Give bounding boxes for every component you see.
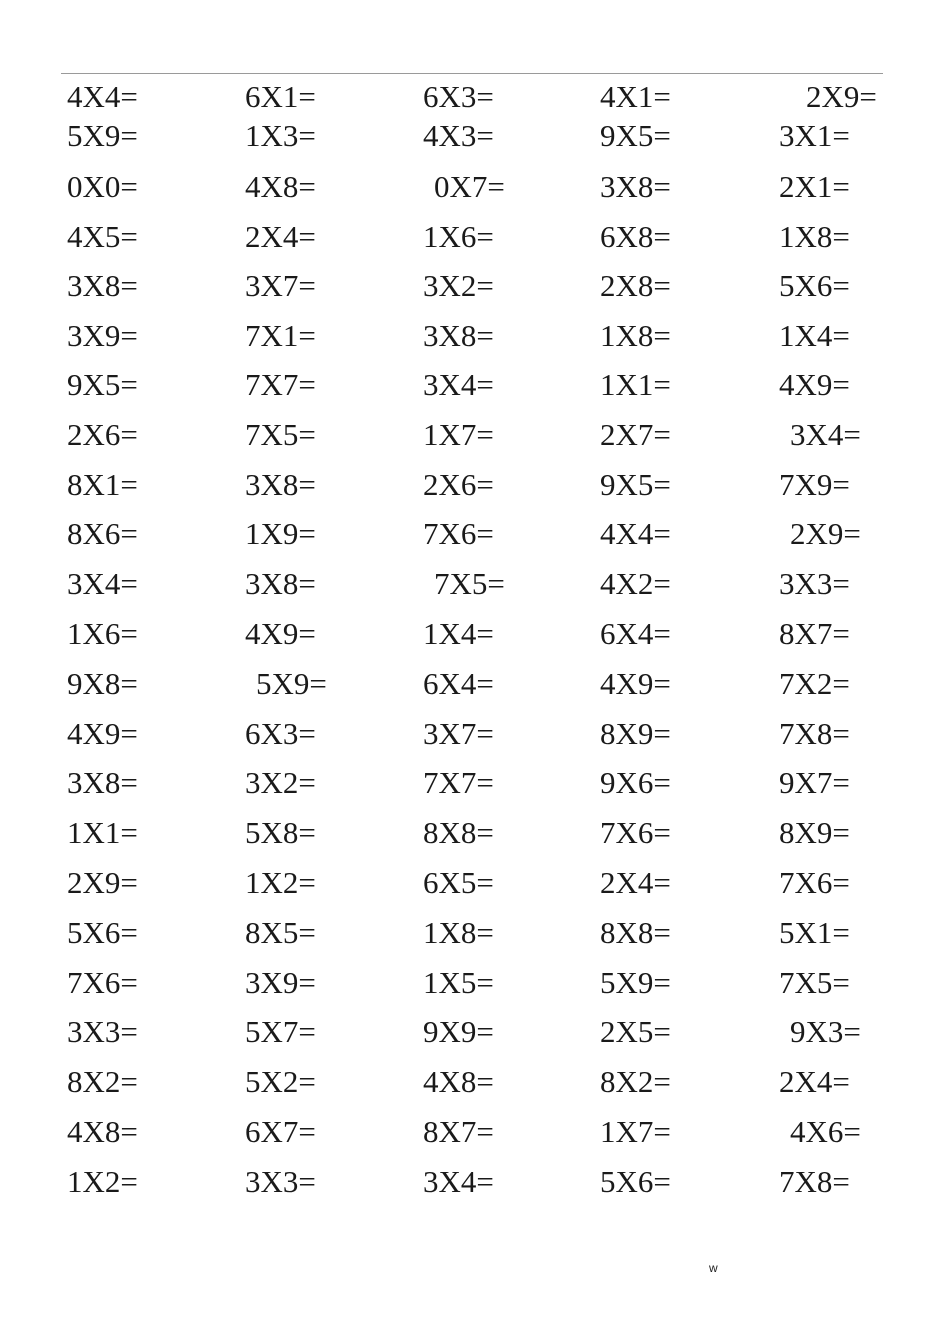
problem-cell: 6X1= [245, 79, 316, 114]
worksheet-row [0, 365, 950, 405]
worksheet-row [0, 714, 950, 754]
problem-cell: 1X8= [423, 915, 494, 950]
problem-cell: 2X5= [600, 1014, 671, 1049]
worksheet-row [0, 813, 950, 853]
problem-cell: 1X8= [600, 318, 671, 353]
problem-cell: 3X2= [245, 765, 316, 800]
problem-cell: 3X8= [245, 467, 316, 502]
problem-cell: 7X6= [423, 516, 494, 551]
worksheet-row [0, 1012, 950, 1052]
problem-cell: 7X7= [245, 367, 316, 402]
problem-cell: 5X6= [67, 915, 138, 950]
problem-cell: 6X4= [600, 616, 671, 651]
problem-cell: 8X5= [245, 915, 316, 950]
problem-cell: 4X9= [245, 616, 316, 651]
worksheet-row [0, 316, 950, 356]
problem-cell: 7X1= [245, 318, 316, 353]
worksheet-row [0, 664, 950, 704]
worksheet-row [0, 564, 950, 604]
problem-cell: 2X9= [67, 865, 138, 900]
problem-cell: 6X3= [245, 716, 316, 751]
problem-cell: 1X6= [67, 616, 138, 651]
problem-cell: 1X7= [423, 417, 494, 452]
problem-cell: 4X8= [245, 169, 316, 204]
problem-cell: 5X8= [245, 815, 316, 850]
problem-cell: 7X6= [600, 815, 671, 850]
problem-cell: 5X9= [256, 666, 327, 701]
problem-cell: 3X8= [245, 566, 316, 601]
worksheet-row [0, 763, 950, 803]
problem-cell: 4X4= [600, 516, 671, 551]
footer-mark: w [709, 1261, 718, 1275]
problem-cell: 3X4= [790, 417, 861, 452]
problem-cell: 8X9= [600, 716, 671, 751]
problem-cell: 3X2= [423, 268, 494, 303]
problem-cell: 3X7= [423, 716, 494, 751]
problem-cell: 2X6= [67, 417, 138, 452]
problem-cell: 3X8= [67, 268, 138, 303]
problem-cell: 3X9= [67, 318, 138, 353]
problem-cell: 2X7= [600, 417, 671, 452]
problem-cell: 1X6= [423, 219, 494, 254]
problem-cell: 7X5= [434, 566, 505, 601]
problem-cell: 4X5= [67, 219, 138, 254]
problem-cell: 3X3= [67, 1014, 138, 1049]
problem-cell: 1X7= [600, 1114, 671, 1149]
problem-cell: 3X3= [779, 566, 850, 601]
problem-cell: 3X4= [67, 566, 138, 601]
problem-cell: 1X3= [245, 118, 316, 153]
problem-cell: 1X5= [423, 965, 494, 1000]
worksheet-row [0, 77, 950, 117]
problem-cell: 4X8= [423, 1064, 494, 1099]
problem-cell: 8X7= [779, 616, 850, 651]
problem-cell: 4X9= [779, 367, 850, 402]
worksheet-row [0, 514, 950, 554]
problem-cell: 3X3= [245, 1164, 316, 1199]
problem-cell: 0X7= [434, 169, 505, 204]
problem-cell: 6X5= [423, 865, 494, 900]
problem-cell: 3X8= [600, 169, 671, 204]
worksheet-row [0, 116, 950, 156]
problem-cell: 8X2= [600, 1064, 671, 1099]
problem-cell: 2X4= [779, 1064, 850, 1099]
problem-cell: 0X0= [67, 169, 138, 204]
problem-cell: 8X7= [423, 1114, 494, 1149]
problem-cell: 4X8= [67, 1114, 138, 1149]
problem-cell: 2X1= [779, 169, 850, 204]
problem-cell: 8X6= [67, 516, 138, 551]
problem-cell: 4X2= [600, 566, 671, 601]
problem-cell: 1X4= [779, 318, 850, 353]
worksheet-row [0, 963, 950, 1003]
problem-cell: 2X9= [790, 516, 861, 551]
problem-cell: 1X4= [423, 616, 494, 651]
problem-cell: 7X6= [67, 965, 138, 1000]
problem-cell: 7X2= [779, 666, 850, 701]
worksheet-row [0, 863, 950, 903]
problem-cell: 3X8= [67, 765, 138, 800]
worksheet-row [0, 217, 950, 257]
problem-cell: 3X1= [779, 118, 850, 153]
problem-cell: 7X5= [779, 965, 850, 1000]
problem-cell: 7X6= [779, 865, 850, 900]
problem-cell: 4X4= [67, 79, 138, 114]
worksheet-row [0, 415, 950, 455]
problem-cell: 7X7= [423, 765, 494, 800]
problem-cell: 2X9= [806, 79, 877, 114]
problem-cell: 4X1= [600, 79, 671, 114]
problem-cell: 5X6= [600, 1164, 671, 1199]
problem-cell: 3X4= [423, 1164, 494, 1199]
problem-cell: 9X5= [67, 367, 138, 402]
problem-cell: 2X4= [245, 219, 316, 254]
problem-cell: 6X4= [423, 666, 494, 701]
problem-cell: 9X5= [600, 467, 671, 502]
worksheet-row [0, 1062, 950, 1102]
problem-cell: 1X8= [779, 219, 850, 254]
problem-cell: 6X8= [600, 219, 671, 254]
problem-cell: 5X9= [600, 965, 671, 1000]
problem-cell: 3X7= [245, 268, 316, 303]
problem-cell: 8X9= [779, 815, 850, 850]
problem-cell: 4X6= [790, 1114, 861, 1149]
worksheet-row [0, 465, 950, 505]
worksheet-row [0, 167, 950, 207]
worksheet-row [0, 266, 950, 306]
worksheet-row [0, 1162, 950, 1202]
problem-cell: 1X1= [600, 367, 671, 402]
problem-cell: 9X7= [779, 765, 850, 800]
problem-cell: 2X6= [423, 467, 494, 502]
problem-cell: 3X4= [423, 367, 494, 402]
problem-cell: 5X1= [779, 915, 850, 950]
problem-cell: 6X3= [423, 79, 494, 114]
problem-cell: 7X5= [245, 417, 316, 452]
problem-cell: 8X8= [600, 915, 671, 950]
problem-cell: 1X1= [67, 815, 138, 850]
worksheet-row [0, 614, 950, 654]
worksheet-row [0, 913, 950, 953]
problem-cell: 9X5= [600, 118, 671, 153]
problem-cell: 4X9= [600, 666, 671, 701]
problem-cell: 3X8= [423, 318, 494, 353]
problem-cell: 1X2= [245, 865, 316, 900]
worksheet-row [0, 1112, 950, 1152]
problem-cell: 4X9= [67, 716, 138, 751]
problem-cell: 7X8= [779, 1164, 850, 1199]
problem-cell: 9X8= [67, 666, 138, 701]
problem-cell: 5X2= [245, 1064, 316, 1099]
problem-cell: 5X6= [779, 268, 850, 303]
problem-cell: 3X9= [245, 965, 316, 1000]
problem-cell: 8X8= [423, 815, 494, 850]
problem-cell: 9X6= [600, 765, 671, 800]
problem-cell: 5X9= [67, 118, 138, 153]
problem-cell: 9X9= [423, 1014, 494, 1049]
problem-cell: 7X9= [779, 467, 850, 502]
problem-cell: 9X3= [790, 1014, 861, 1049]
problem-cell: 1X2= [67, 1164, 138, 1199]
problem-cell: 2X8= [600, 268, 671, 303]
problem-cell: 6X7= [245, 1114, 316, 1149]
problem-cell: 8X2= [67, 1064, 138, 1099]
problem-cell: 5X7= [245, 1014, 316, 1049]
problem-cell: 8X1= [67, 467, 138, 502]
problem-cell: 7X8= [779, 716, 850, 751]
problem-cell: 1X9= [245, 516, 316, 551]
problem-cell: 4X3= [423, 118, 494, 153]
problem-cell: 2X4= [600, 865, 671, 900]
